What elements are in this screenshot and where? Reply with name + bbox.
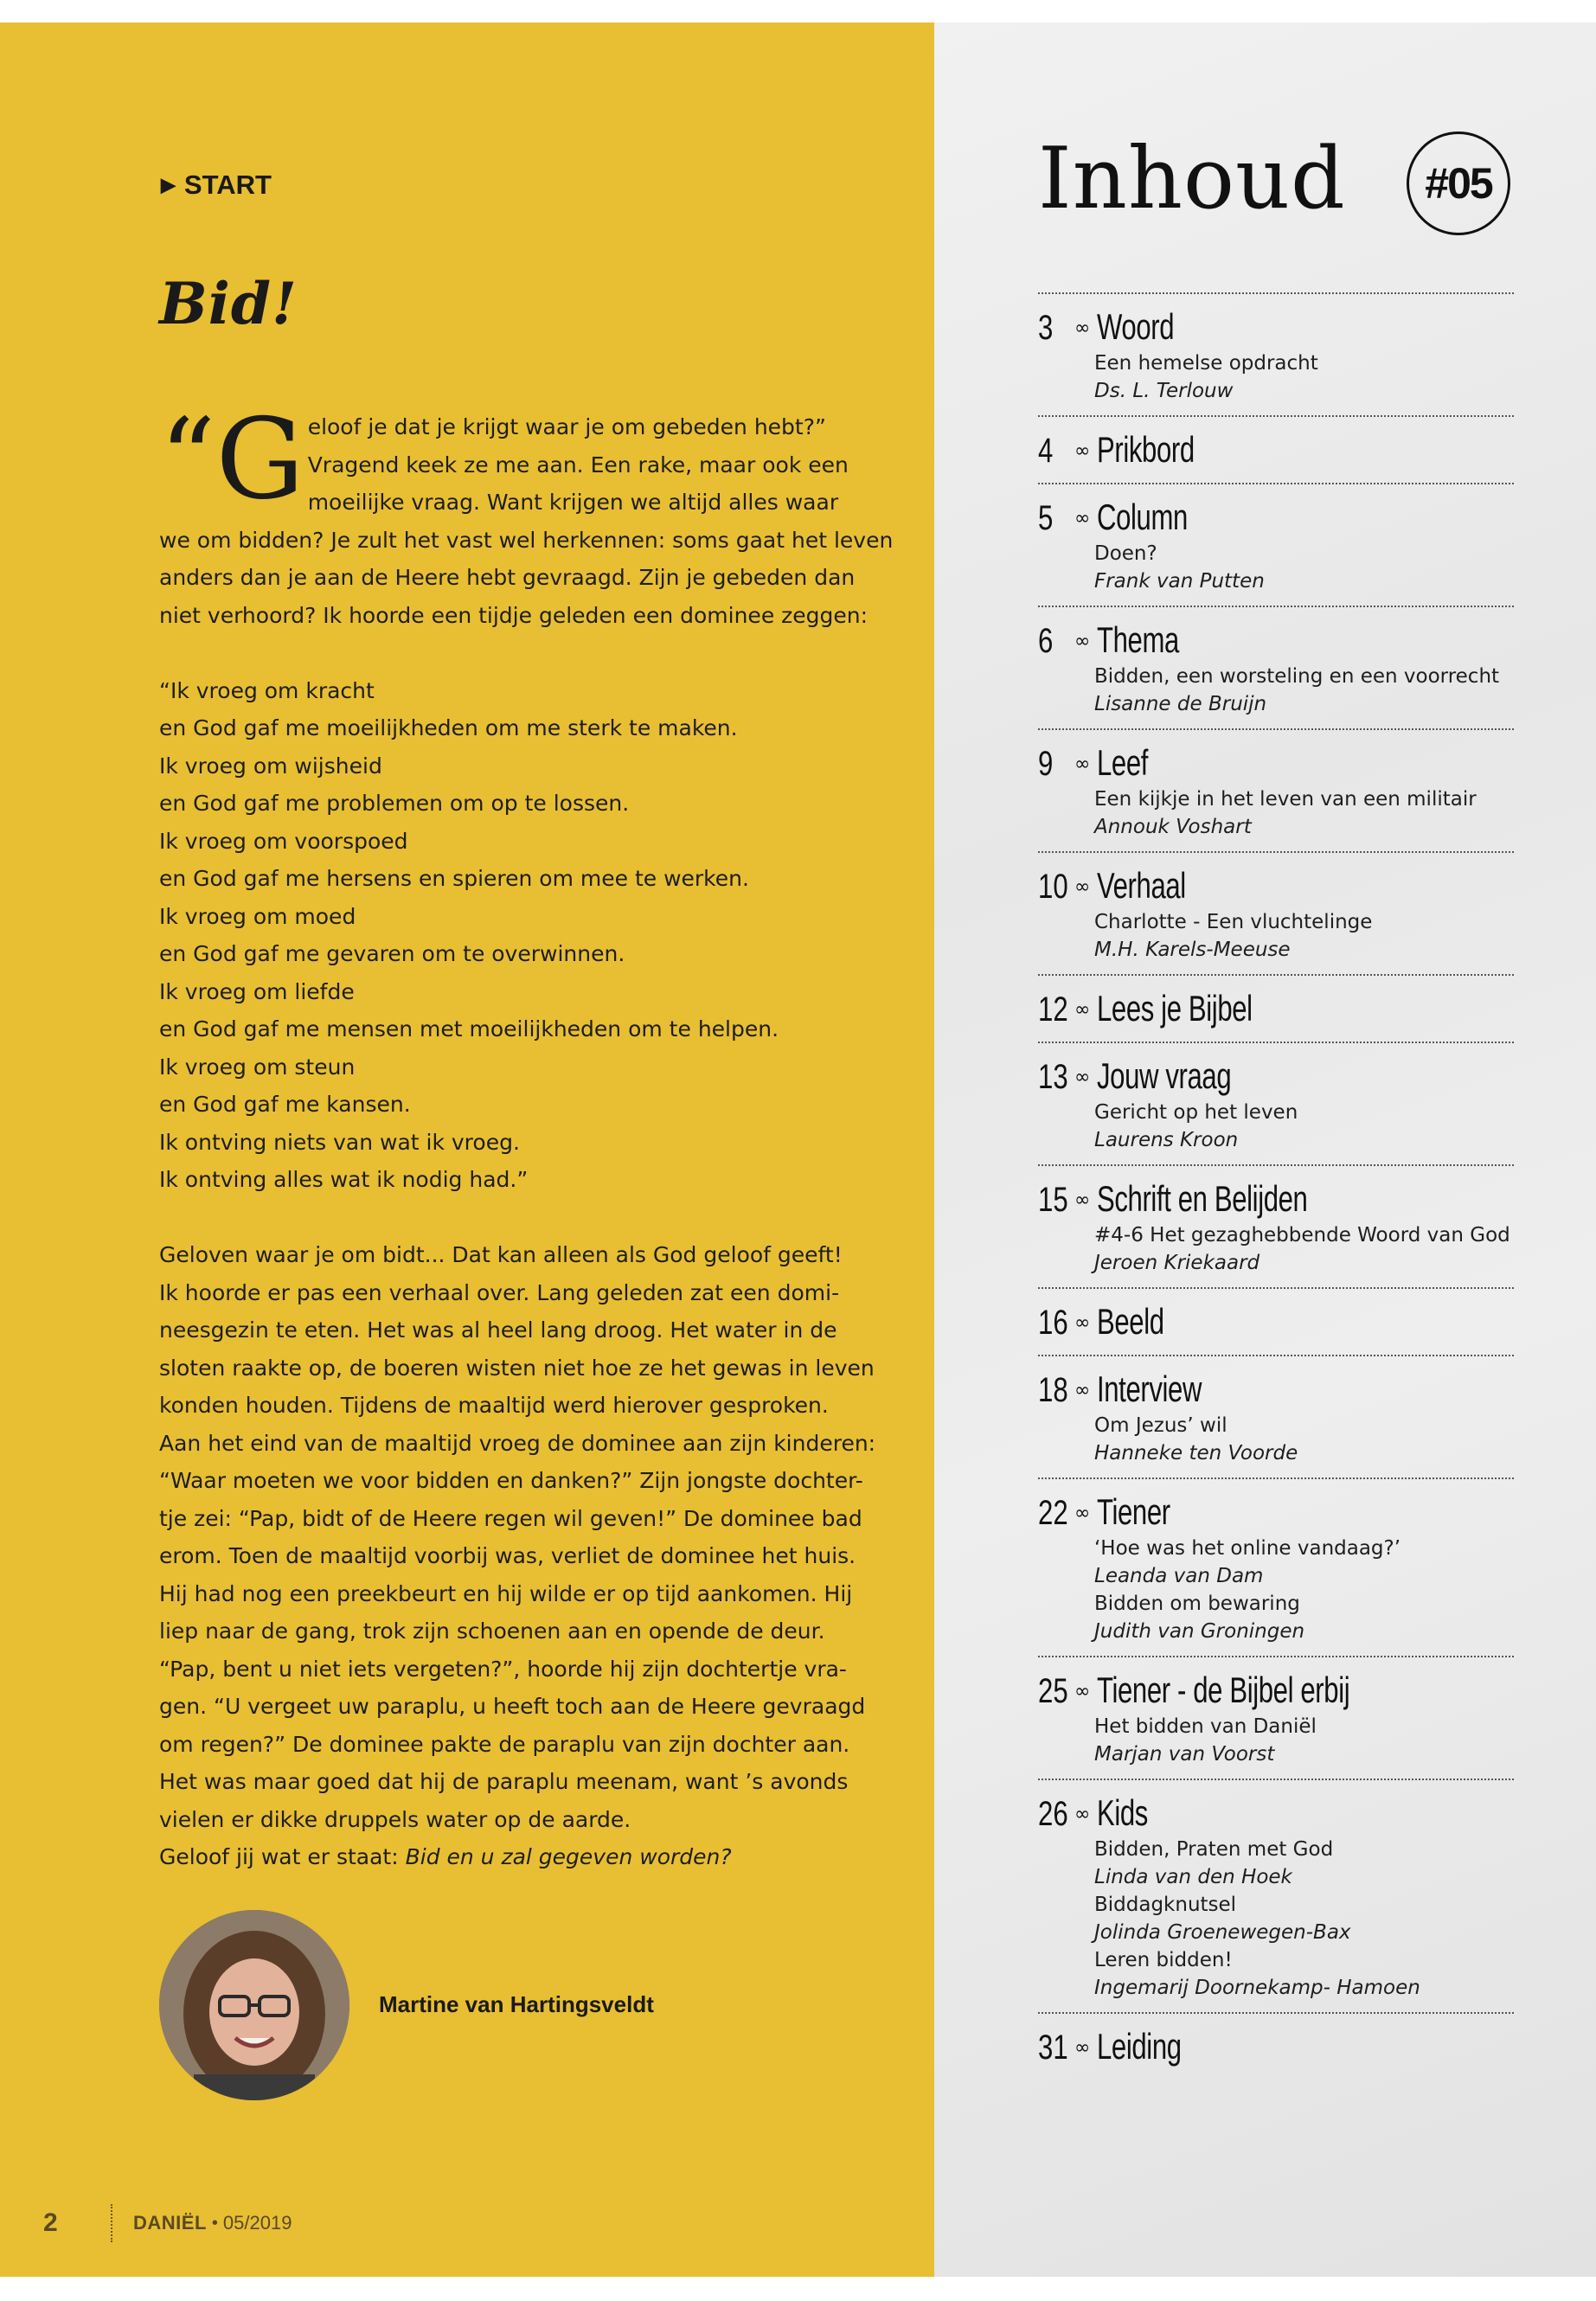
toc-title: Tiener [1097, 1491, 1171, 1532]
toc-subtitle: ‘Hoe was het online vandaag?’ [1094, 1537, 1401, 1560]
toc-author: Annouk Voshart [1094, 816, 1252, 838]
toc-heading [1038, 429, 1514, 472]
closing-emphasis: Bid en u zal gegeven worden? [405, 1844, 732, 1869]
intro-line: eloof je dat je krijgt waar je om gebeden hebt?” [307, 414, 826, 439]
story-line: tje zei: “Pap, bidt of de Heere regen wil geven!” De dominee bad [159, 1505, 862, 1531]
poem-line: Ik vroeg om voorspoed [159, 828, 408, 854]
story-line: Ik hoorde er pas een verhaal over. Lang geleden zat een domi- [159, 1279, 840, 1305]
toc-title: Lees je Bijbel [1097, 988, 1253, 1029]
page-footer [43, 2204, 292, 2242]
toc-page-number: 15 [1038, 1181, 1068, 1219]
intro-line: anders dan je aan de Heere hebt gevraagd. Zijn je gebeden dan [159, 565, 856, 590]
toc-title: Verhaal [1097, 865, 1187, 906]
footer-divider [111, 2204, 114, 2242]
poem-line: Ik vroeg om moed [159, 903, 356, 929]
toc-heading [1038, 306, 1514, 349]
toc-subtitle: Het bidden van Daniël [1094, 1715, 1317, 1738]
article-intro [159, 395, 894, 634]
toc-item[interactable] [1038, 2012, 1514, 2080]
author-name: Martine van Hartingsveldt [379, 1991, 654, 2017]
story-line: neesgezin te eten. Het was al heel lang droog. Het water in de [159, 1317, 837, 1343]
toc-heading [1038, 1491, 1514, 1535]
section-label-text: START [183, 170, 272, 200]
toc-item[interactable] [1038, 974, 1514, 1042]
toc-author: Leanda van Dam [1094, 1565, 1264, 1587]
toc-item[interactable] [1038, 1042, 1514, 1164]
toc-item[interactable] [1038, 1355, 1514, 1477]
infinity-icon: ∞ [1074, 1804, 1091, 1825]
infinity-icon: ∞ [1074, 1067, 1091, 1088]
infinity-icon: ∞ [1074, 753, 1091, 775]
intro-line: moeilijke vraag. Want krijgen we altijd alles waar [307, 490, 839, 515]
toc-subtitle: Bidden om bewaring [1094, 1593, 1300, 1615]
toc-title: Leiding [1097, 2026, 1182, 2067]
toc-item[interactable] [1038, 292, 1514, 415]
story-line: liep naar de gang, trok zijn schoenen aan en opende de deur. [159, 1618, 825, 1644]
toc-author: Laurens Kroon [1094, 1129, 1239, 1151]
toc-page-number: 12 [1038, 990, 1068, 1029]
toc-title: Jouw vraag [1097, 1055, 1232, 1096]
toc-item[interactable] [1038, 851, 1514, 974]
poem-line: Ik vroeg om wijsheid [159, 753, 382, 779]
story-line: vielen er dikke druppels water op de aarde. [159, 1806, 631, 1832]
poem-line: en God gaf me gevaren om te overwinnen. [159, 941, 625, 966]
toc-heading [1038, 497, 1514, 540]
toc-page-number: 25 [1038, 1672, 1068, 1710]
toc-page-number: 31 [1038, 2029, 1068, 2067]
toc-author: M.H. Karels-Meeuse [1094, 939, 1291, 961]
toc-subtitle: Charlotte - Een vluchtelinge [1094, 911, 1373, 933]
infinity-icon: ∞ [1074, 2037, 1091, 2059]
toc-title: Thema [1097, 619, 1180, 660]
toc-author: Lisanne de Bruijn [1094, 693, 1267, 715]
toc-heading [1038, 619, 1514, 663]
infinity-icon: ∞ [1074, 999, 1091, 1021]
toc-title: Beeld [1097, 1301, 1164, 1342]
author-photo [159, 1910, 349, 2100]
footer-separator: • [211, 2213, 218, 2233]
toc-subtitle: Biddagknutsel [1094, 1894, 1237, 1916]
toc-heading [1038, 865, 1514, 908]
story-line: gen. “U vergeet uw paraplu, u heeft toch aan de Heere gevraagd [159, 1694, 866, 1719]
play-triangle-icon: ▶ [161, 174, 176, 195]
closing-line [159, 1838, 817, 1876]
toc-title: Schrift en Belijden [1097, 1178, 1308, 1219]
infinity-icon: ∞ [1074, 508, 1091, 529]
toc-subtitle: Om Jezus’ wil [1094, 1414, 1227, 1437]
intro-line: we om bidden? Je zult het vast wel herkennen: soms gaat het leven [159, 527, 894, 553]
poem-line: Ik ontving niets van wat ik vroeg. [159, 1129, 520, 1155]
toc-page-number: 9 [1038, 745, 1054, 783]
opening-quote: “ [159, 395, 216, 524]
toc-heading [1038, 988, 1514, 1031]
toc-item[interactable] [1038, 415, 1514, 483]
toc-heading [1038, 1178, 1514, 1221]
poem-line: en God gaf me mensen met moeilijkheden om te helpen. [159, 1016, 779, 1042]
toc-author: Jolinda Groenewegen-Bax [1094, 1921, 1351, 1944]
toc-item[interactable] [1038, 728, 1514, 851]
story-line: “Pap, bent u niet iets vergeten?”, hoorde hij zijn dochtertje vra- [159, 1656, 847, 1682]
poem-line: en God gaf me problemen om op te lossen. [159, 791, 630, 816]
poem-line: en God gaf me hersens en spieren om mee te werken. [159, 866, 749, 891]
toc-heading [1038, 1301, 1514, 1344]
toc-heading [1038, 1368, 1514, 1412]
toc-heading [1038, 742, 1514, 785]
toc-item[interactable] [1038, 1477, 1514, 1656]
toc-page-number: 6 [1038, 622, 1054, 660]
toc-subtitle: Bidden, een worsteling en een voorrecht [1094, 665, 1500, 688]
toc-page-number: 18 [1038, 1371, 1068, 1409]
story-line: sloten raakte op, de boeren wisten niet hoe ze het gewas in leven [159, 1355, 875, 1381]
toc-author: Ds. L. Terlouw [1094, 380, 1234, 402]
closing-text: Geloof jij wat er staat: [159, 1844, 406, 1869]
toc-item[interactable] [1038, 483, 1514, 606]
intro-line: niet verhoord? Ik hoorde een tijdje geleden een dominee zeggen: [159, 602, 869, 628]
infinity-icon: ∞ [1074, 1503, 1091, 1524]
toc-title: Column [1097, 497, 1189, 537]
poem-line: Ik vroeg om steun [159, 1054, 356, 1080]
poem [159, 672, 817, 1199]
toc-page-number: 3 [1038, 309, 1054, 347]
story [159, 1236, 876, 1838]
toc-title: Kids [1097, 1792, 1149, 1833]
story-line: Het was maar goed dat hij de paraplu meenam, want ’s avonds [159, 1769, 849, 1794]
magazine-name: DANIËL [133, 2212, 207, 2234]
toc-page-number: 13 [1038, 1058, 1068, 1096]
toc-page-number: 26 [1038, 1795, 1068, 1833]
toc-heading [1038, 1670, 1514, 1713]
toc-title: Prikbord [1097, 429, 1195, 470]
toc-subtitle: Gericht op het leven [1094, 1101, 1298, 1124]
toc-subtitle: Bidden, Praten met God [1094, 1838, 1334, 1861]
toc-subtitle: Doen? [1094, 542, 1157, 565]
infinity-icon: ∞ [1074, 440, 1091, 462]
poem-line: “Ik vroeg om kracht [159, 677, 375, 703]
article-title: Bid! [159, 270, 298, 337]
infinity-icon: ∞ [1074, 1380, 1091, 1401]
story-line: “Waar moeten we voor bidden en danken?” Zijn jongste dochter- [159, 1468, 863, 1493]
toc-subtitle: Een hemelse opdracht [1094, 352, 1318, 375]
toc-item[interactable] [1038, 606, 1514, 728]
poem-line: Ik ontving alles wat ik nodig had.” [159, 1167, 529, 1192]
section-label [161, 170, 272, 201]
toc-title: Leef [1097, 742, 1149, 783]
poem-line: Ik vroeg om liefde [159, 978, 355, 1004]
infinity-icon: ∞ [1074, 1189, 1091, 1211]
toc-subtitle: #4-6 Het gezaghebbende Woord van God [1094, 1224, 1510, 1247]
infinity-icon: ∞ [1074, 876, 1091, 898]
toc-author: Marjan van Voorst [1094, 1743, 1275, 1766]
poem-line: en God gaf me moeilijkheden om me sterk te maken. [159, 715, 738, 740]
toc-subtitle: Leren bidden! [1094, 1949, 1233, 1971]
infinity-icon: ∞ [1074, 317, 1091, 339]
contents-title: Inhoud [1038, 130, 1346, 228]
story-line: Aan het eind van de maaltijd vroeg de dominee aan zijn kinderen: [159, 1430, 876, 1456]
toc-title: Tiener - de Bijbel erbij [1097, 1670, 1350, 1710]
toc-item[interactable] [1038, 1779, 1514, 2012]
toc-author: Ingemarij Doornekamp- Hamoen [1094, 1977, 1420, 1999]
story-line: konden houden. Tijdens de maaltijd werd hierover gesproken. [159, 1393, 829, 1418]
toc-page-number: 5 [1038, 499, 1054, 537]
toc-author: Hanneke ten Voorde [1094, 1442, 1298, 1465]
toc-page-number: 16 [1038, 1304, 1068, 1342]
toc-page-number: 4 [1038, 432, 1054, 470]
article-body [159, 395, 894, 1876]
infinity-icon: ∞ [1074, 631, 1091, 652]
drop-cap [159, 395, 304, 524]
issue-date: 05/2019 [222, 2212, 292, 2234]
author-portrait-icon [159, 1910, 349, 2100]
toc-item[interactable] [1038, 1287, 1514, 1355]
toc-item[interactable] [1038, 1164, 1514, 1287]
toc-subtitle: Een kijkje in het leven van een militair [1094, 788, 1477, 811]
toc-author: Frank van Putten [1094, 570, 1265, 593]
intro-line: Vragend keek ze me aan. Een rake, maar ook een [307, 452, 849, 478]
story-line: erom. Toen de maaltijd voorbij was, verliet de dominee het huis. [159, 1543, 856, 1568]
infinity-icon: ∞ [1074, 1312, 1091, 1334]
poem-line: en God gaf me kansen. [159, 1092, 411, 1117]
toc-page-number: 10 [1038, 868, 1068, 906]
toc-page-number: 22 [1038, 1494, 1068, 1532]
story-line: om regen?” De dominee pakte de paraplu van zijn dochter aan. [159, 1731, 850, 1757]
table-of-contents [1038, 292, 1514, 2080]
infinity-icon: ∞ [1074, 1681, 1091, 1702]
page-number: 2 [43, 2208, 58, 2237]
toc-heading [1038, 1055, 1514, 1099]
toc-heading [1038, 2026, 1514, 2069]
toc-author: Judith van Groningen [1094, 1620, 1305, 1643]
toc-item[interactable] [1038, 1656, 1514, 1779]
drop-cap-letter: G [215, 395, 304, 524]
toc-title: Interview [1097, 1368, 1202, 1409]
story-line: Geloven waar je om bidt... Dat kan alleen als God geloof geeft! [159, 1242, 843, 1267]
toc-author: Linda van den Hoek [1094, 1866, 1292, 1888]
toc-title: Woord [1097, 306, 1175, 347]
toc-author: Jeroen Kriekaard [1094, 1252, 1260, 1274]
story-line: Hij had nog een preekbeurt en hij wilde er op tijd aankomen. Hij [159, 1580, 853, 1606]
issue-badge: #05 [1407, 131, 1510, 235]
toc-heading [1038, 1792, 1514, 1836]
